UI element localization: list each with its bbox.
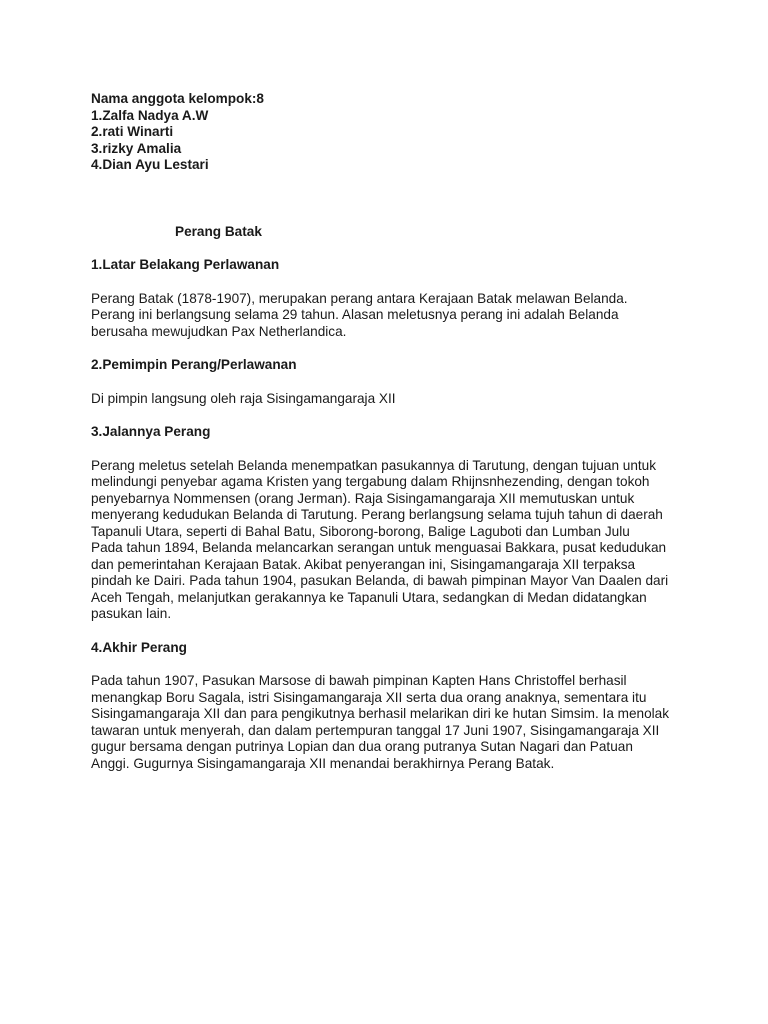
section-latar-belakang	[91, 257, 691, 340]
paragraph-line: berusaha mewujudkan Pax Netherlandica.	[91, 323, 347, 339]
group-members	[91, 91, 691, 174]
section-paragraph	[91, 458, 691, 623]
members-header: Nama anggota kelompok:8	[91, 91, 264, 106]
paragraph-line: Aceh Tengah, melanjutkan gerakannya ke Tapanuli Utara, sedangkan di Medan didatangkan	[91, 589, 647, 605]
member-item: 2.rati Winarti	[91, 124, 174, 139]
paragraph-line: dan pemerintahan Kerajaan Batak. Akibat penyerangan ini, Sisingamangaraja XII terpaksa	[91, 556, 636, 572]
paragraph-line: melindungi penyebar agama Kristen yang tergabung dalam Rhijnsnhezending, dengan tokoh	[91, 474, 650, 489]
paragraph-line: Anggi. Gugurnya Sisingamangaraja XII menandai berakhirnya Perang Batak.	[91, 755, 555, 771]
paragraph-line: gugur bersama dengan putrinya Lopian dan dua orang putranya Sutan Nagari dan Patuan	[91, 739, 633, 754]
paragraph-line: Perang Batak (1878-1907), merupakan perang antara Kerajaan Batak melawan Belanda.	[91, 290, 628, 306]
section-jalannya-perang	[91, 424, 691, 623]
member-item: 3.rizky Amalia	[91, 140, 182, 156]
document-title: Perang Batak	[175, 223, 262, 239]
paragraph-line: menyerang kedudukan Belanda di Tarutung. Perang berlangsung selama tujuh tahun di daerah	[91, 507, 663, 522]
paragraph-line: Pada tahun 1894, Belanda melancarkan serangan untuk menguasai Bakkara, pusat kedudukan	[91, 540, 667, 555]
paragraph-line: Di pimpin langsung oleh raja Sisingamangaraja XII	[91, 390, 396, 406]
paragraph-line: penyebarnya Nommensen (orang Jerman). Raja Sisingamangaraja XII memutuskan untuk	[91, 490, 635, 506]
paragraph-line: Pada tahun 1907, Pasukan Marsose di bawah pimpinan Kapten Hans Christoffel berhasil	[91, 673, 627, 688]
member-item: 4.Dian Ayu Lestari	[91, 157, 209, 172]
section-heading: 1.Latar Belakang Perlawanan	[91, 257, 280, 272]
paragraph-line: pasukan lain.	[91, 606, 172, 621]
paragraph-line: pindah ke Dairi. Pada tahun 1904, pasukan Belanda, di bawah pimpinan Mayor Van Daalen dari	[91, 573, 669, 588]
section-paragraph	[91, 673, 691, 772]
paragraph-line: Tapanuli Utara, seperti di Bahal Batu, Siborong-borong, Balige Laguboti dan Lumban Julu	[91, 523, 630, 539]
section-heading: 4.Akhir Perang	[91, 639, 187, 655]
member-item: 1.Zalfa Nadya A.W	[91, 107, 209, 123]
paragraph-line: Perang ini berlangsung selama 29 tahun. Alasan meletusnya perang ini adalah Belanda	[91, 307, 619, 322]
paragraph-line: Sisingamangaraja XII dan para pengikutnya berhasil melarikan diri ke hutan Simsim. Ia menolak	[91, 706, 670, 721]
section-paragraph	[91, 391, 691, 408]
paragraph-line: menangkap Boru Sagala, istri Sisingamangaraja XII serta dua orang anaknya, sementara itu	[91, 689, 647, 705]
section-akhir-perang	[91, 640, 691, 773]
section-heading: 2.Pemimpin Perang/Perlawanan	[91, 357, 297, 372]
paragraph-line: Perang meletus setelah Belanda menempatkan pasukannya di Tarutung, dengan tujuan untuk	[91, 457, 657, 473]
document-body	[91, 91, 691, 772]
section-paragraph	[91, 291, 691, 341]
paragraph-line: tawaran untuk menyerah, dan dalam pertempuran tanggal 17 Juni 1907, Sisingamangaraja XII	[91, 722, 660, 738]
section-pemimpin	[91, 357, 691, 407]
section-heading: 3.Jalannya Perang	[91, 424, 211, 439]
